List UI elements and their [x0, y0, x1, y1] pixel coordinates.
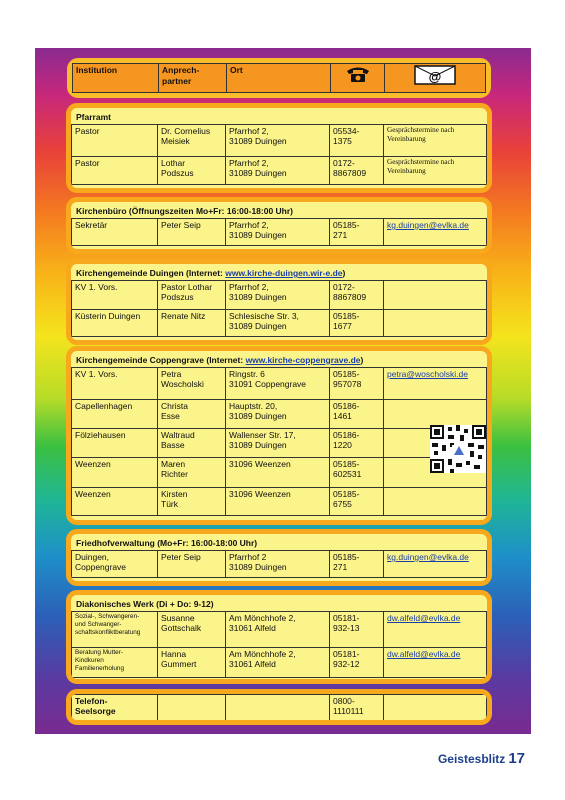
svg-text:@: @ — [428, 69, 442, 84]
envelope-icon — [385, 64, 486, 93]
address-cell: 31096 Weenzen — [226, 488, 330, 516]
table-row — [72, 429, 487, 458]
page-number: 17 — [508, 750, 525, 767]
table-row — [72, 551, 487, 578]
email-cell[interactable]: kg.duingen@evlka.de — [384, 551, 487, 578]
contact-cell: Hanna Gummert — [158, 648, 226, 678]
section-box — [66, 259, 492, 345]
qr-code — [430, 425, 486, 473]
section-title — [71, 595, 487, 611]
email-cell — [384, 310, 487, 337]
email-cell[interactable]: kg.duingen@evlka.de — [384, 219, 487, 246]
phone-cell: 0172- 8867809 — [330, 281, 384, 310]
phone-cell: 05186- 1220 — [330, 429, 384, 458]
section-title — [71, 264, 487, 280]
institution-cell: Weenzen — [72, 488, 158, 516]
table-row — [72, 281, 487, 310]
section-box — [66, 197, 492, 254]
section-title-text: Kirchenbüro (Öffnungszeiten Mo+Fr: 16:00-18:00 Uhr) — [76, 206, 294, 216]
phone-cell: 05185- 1677 — [330, 310, 384, 337]
section-title — [71, 202, 487, 218]
contact-cell: Pastor Lothar Podszus — [158, 281, 226, 310]
address-cell: Schlesische Str. 3, 31089 Duingen — [226, 310, 330, 337]
seelsorge-label: Telefon- Seelsorge — [72, 695, 158, 723]
contact-cell: Susanne Gottschalk — [158, 612, 226, 648]
table-row — [72, 648, 487, 678]
address-cell: Pfarrhof 2, 31089 Duingen — [226, 125, 330, 157]
institution-cell: Sozial-, Schwangeren- und Schwanger- schaftskonfliktberatung — [72, 612, 158, 648]
seelsorge-phone: 0800- 1110111 — [330, 695, 384, 723]
phone-cell: 0172- 8867809 — [330, 157, 384, 185]
contact-cell: Dr. Cornelius Meisiek — [158, 125, 226, 157]
phone-cell: 05181- 932-13 — [330, 612, 384, 648]
section-title-text: Friedhofverwaltung (Mo+Fr: 16:00-18:00 Uhr) — [76, 538, 258, 548]
address-cell: Pfarrhof 2, 31089 Duingen — [226, 281, 330, 310]
section-box — [66, 103, 492, 193]
table-row — [72, 488, 487, 516]
email-cell[interactable]: petra@woscholski.de — [384, 368, 487, 400]
address-cell: Am Mönchhofe 2, 31061 Alfeld — [226, 612, 330, 648]
seelsorge-box — [66, 689, 492, 725]
address-cell: Pfarrhof 2, 31089 Duingen — [226, 219, 330, 246]
telephone-icon — [331, 64, 385, 93]
institution-cell: Sekretär — [72, 219, 158, 246]
section-box — [66, 529, 492, 586]
address-cell: Pfarrhof 2, 31089 Duingen — [226, 157, 330, 185]
table-row — [72, 458, 487, 488]
address-cell: Pfarrhof 2 31089 Duingen — [226, 551, 330, 578]
contact-cell: Waltraud Basse — [158, 429, 226, 458]
contact-cell: Maren Richter — [158, 458, 226, 488]
table-row — [72, 219, 487, 246]
phone-cell: 05185- 271 — [330, 219, 384, 246]
contact-cell: Peter Seip — [158, 219, 226, 246]
phone-cell: 05181- 932-12 — [330, 648, 384, 678]
section-title-text: Kirchengemeinde Duingen (Internet: — [76, 268, 226, 278]
institution-cell: Küsterin Duingen — [72, 310, 158, 337]
header-place: Ort — [227, 64, 331, 93]
section-title-text: Kirchengemeinde Coppengrave (Internet: — [76, 355, 246, 365]
email-cell[interactable]: dw.alfeld@evlka.de — [384, 612, 487, 648]
contact-cell: Christa Esse — [158, 400, 226, 429]
email-cell[interactable]: dw.alfeld@evlka.de — [384, 648, 487, 678]
contact-cell: Lothar Podszus — [158, 157, 226, 185]
magazine-name: Geistesblitz — [437, 752, 506, 766]
phone-cell: 05534- 1375 — [330, 125, 384, 157]
table-row — [72, 125, 487, 157]
institution-cell: Pastor — [72, 125, 158, 157]
address-cell: Ringstr. 6 31091 Coppengrave — [226, 368, 330, 400]
institution-cell: KV 1. Vors. — [72, 368, 158, 400]
section-title-text: Diakonisches Werk (Di + Do: 9-12) — [76, 599, 214, 609]
institution-cell: Beratung Mutter- Kindkuren Familienerholung — [72, 648, 158, 678]
table-row — [72, 612, 487, 648]
institution-cell: KV 1. Vors. — [72, 281, 158, 310]
email-cell: Gesprächstermine nach Vereinbarung — [384, 157, 487, 185]
contact-cell: Renate Nitz — [158, 310, 226, 337]
email-cell: Gesprächstermine nach Vereinbarung — [384, 125, 487, 157]
address-cell: Am Mönchhofe 2, 31061 Alfeld — [226, 648, 330, 678]
section-title-text: Pfarramt — [76, 112, 111, 122]
email-cell — [384, 281, 487, 310]
website-link[interactable]: www.kirche-coppengrave.de — [245, 355, 361, 365]
header-institution: Institution — [73, 64, 159, 93]
header-contact: Anprech- partner — [159, 64, 227, 93]
table-row — [72, 400, 487, 429]
section-title — [71, 108, 487, 124]
section-box — [66, 346, 492, 525]
contact-cell: Kirsten Türk — [158, 488, 226, 516]
section-title — [71, 351, 487, 367]
institution-cell: Duingen, Coppengrave — [72, 551, 158, 578]
section-box — [66, 590, 492, 684]
table-header — [67, 58, 491, 98]
section-title-end: ) — [360, 355, 364, 365]
address-cell: 31096 Weenzen — [226, 458, 330, 488]
section-title-end: ) — [342, 268, 346, 278]
phone-cell: 05185- 957078 — [330, 368, 384, 400]
phone-cell: 05186- 1461 — [330, 400, 384, 429]
phone-cell: 05185- 602531 — [330, 458, 384, 488]
table-row — [72, 310, 487, 337]
table-row — [72, 157, 487, 185]
institution-cell: Fölziehausen — [72, 429, 158, 458]
institution-cell: Pastor — [72, 157, 158, 185]
table-row — [72, 368, 487, 400]
contact-cell: Petra Woscholski — [158, 368, 226, 400]
section-title — [71, 534, 487, 550]
page-footer — [438, 750, 525, 767]
institution-cell: Capellenhagen — [72, 400, 158, 429]
address-cell: Wallenser Str. 17, 31089 Duingen — [226, 429, 330, 458]
email-cell — [384, 488, 487, 516]
contact-cell: Peter Seip — [158, 551, 226, 578]
website-link[interactable]: www.kirche-duingen.wir-e.de — [225, 268, 343, 278]
phone-cell: 05185- 271 — [330, 551, 384, 578]
phone-cell: 05185- 6755 — [330, 488, 384, 516]
institution-cell: Weenzen — [72, 458, 158, 488]
address-cell: Hauptstr. 20, 31089 Duingen — [226, 400, 330, 429]
